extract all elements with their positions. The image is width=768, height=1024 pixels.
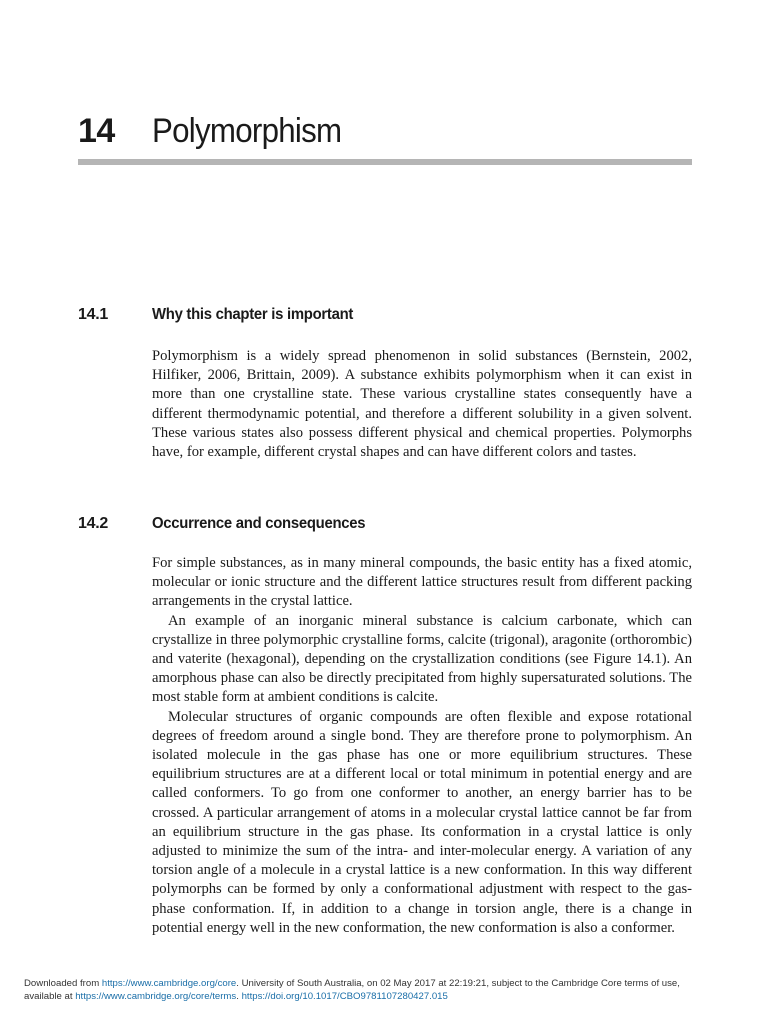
paragraph: Polymorphism is a widely spread phenomenon in solid substances (Bernstein, 2002, Hilfiker, 2006, Brittain, 2009). A substance exhibits polymorphism when it can exist in more than one crystalline state. These various crystalline states consequently have a different thermodynamic potential, and therefore a different solubility in a given solvent. These various states also possess different physical and chemical properties. Polymorphs have, for example, different crystal shapes and can have different colors and tastes. [152,348,692,461]
footer-prefix: Downloaded from [24,978,102,989]
section-body-14-1 [152,347,692,462]
section-heading-14-1 [78,306,692,324]
section-title: Occurrence and consequences [152,515,366,532]
chapter-number: 14 [78,112,115,150]
section-number: 14.2 [78,515,108,532]
section-heading-14-2 [78,515,692,533]
footer-middle: . University of South Australia, on 02 May 2017 at 22:19:21, subject to the Cambridge Core terms of use, [236,978,680,989]
download-footer [24,977,744,1003]
cambridge-core-link[interactable]: https://www.cambridge.org/core [101,978,237,989]
section-body-14-2 [152,554,692,938]
footer-separator: . [236,991,242,1002]
paragraph: An example of an inorganic mineral substance is calcium carbonate, which can crystallize in three polymorphic crystalline forms, calcite (trigonal), aragonite (orthorombic) and vaterite (hexagonal), depending on the crystallization conditions (see Figure 14.1). An amorphous phase can also be directly precipitated from highly supersaturated solutions. The most stable form at ambient conditions is calcite. [152,612,692,706]
chapter-title: Polymorphism [152,112,342,150]
section-title: Why this chapter is important [152,306,354,323]
paragraph: For simple substances, as in many mineral compounds, the basic entity has a fixed atomic, molecular or ionic structure and the different lattice structures result from different packing arrangements in the crystal lattice. [152,555,692,610]
doi-link[interactable]: https://doi.org/10.1017/CBO9781107280427.015 [241,991,448,1002]
footer-line2-prefix: available at [24,991,76,1002]
paragraph: Molecular structures of organic compounds are often flexible and expose rotational degrees of freedom around a single bond. They are therefore prone to polymorphism. An isolated molecule in the gas phase has one or more equilibrium structures. These equilibrium structures are at a different local or total minimum in potential energy and are called conformers. To go from one conformer to another, an energy barrier has to be crossed. A particular arrangement of atoms in a molecular crystal lattice cannot be far from an equilibrium structure in the gas phase. Its conformation in a crystal lattice is only adjusted to minimize the sum of the intra- and inter-molecular energy. A variation of any torsion angle of a molecule in a crystal lattice is a new conformation. In this way different polymorphs can be formed by only a conformational adjustment with respect to the gas-phase conformation. If, in addition to a change in torsion angle, there is a change in potential energy well in the new conformation, the new conformation is also a conformer. [152,708,692,936]
chapter-divider [78,159,692,165]
chapter-heading [78,112,692,158]
section-number: 14.1 [78,306,108,323]
terms-link[interactable]: https://www.cambridge.org/core/terms [75,991,237,1002]
